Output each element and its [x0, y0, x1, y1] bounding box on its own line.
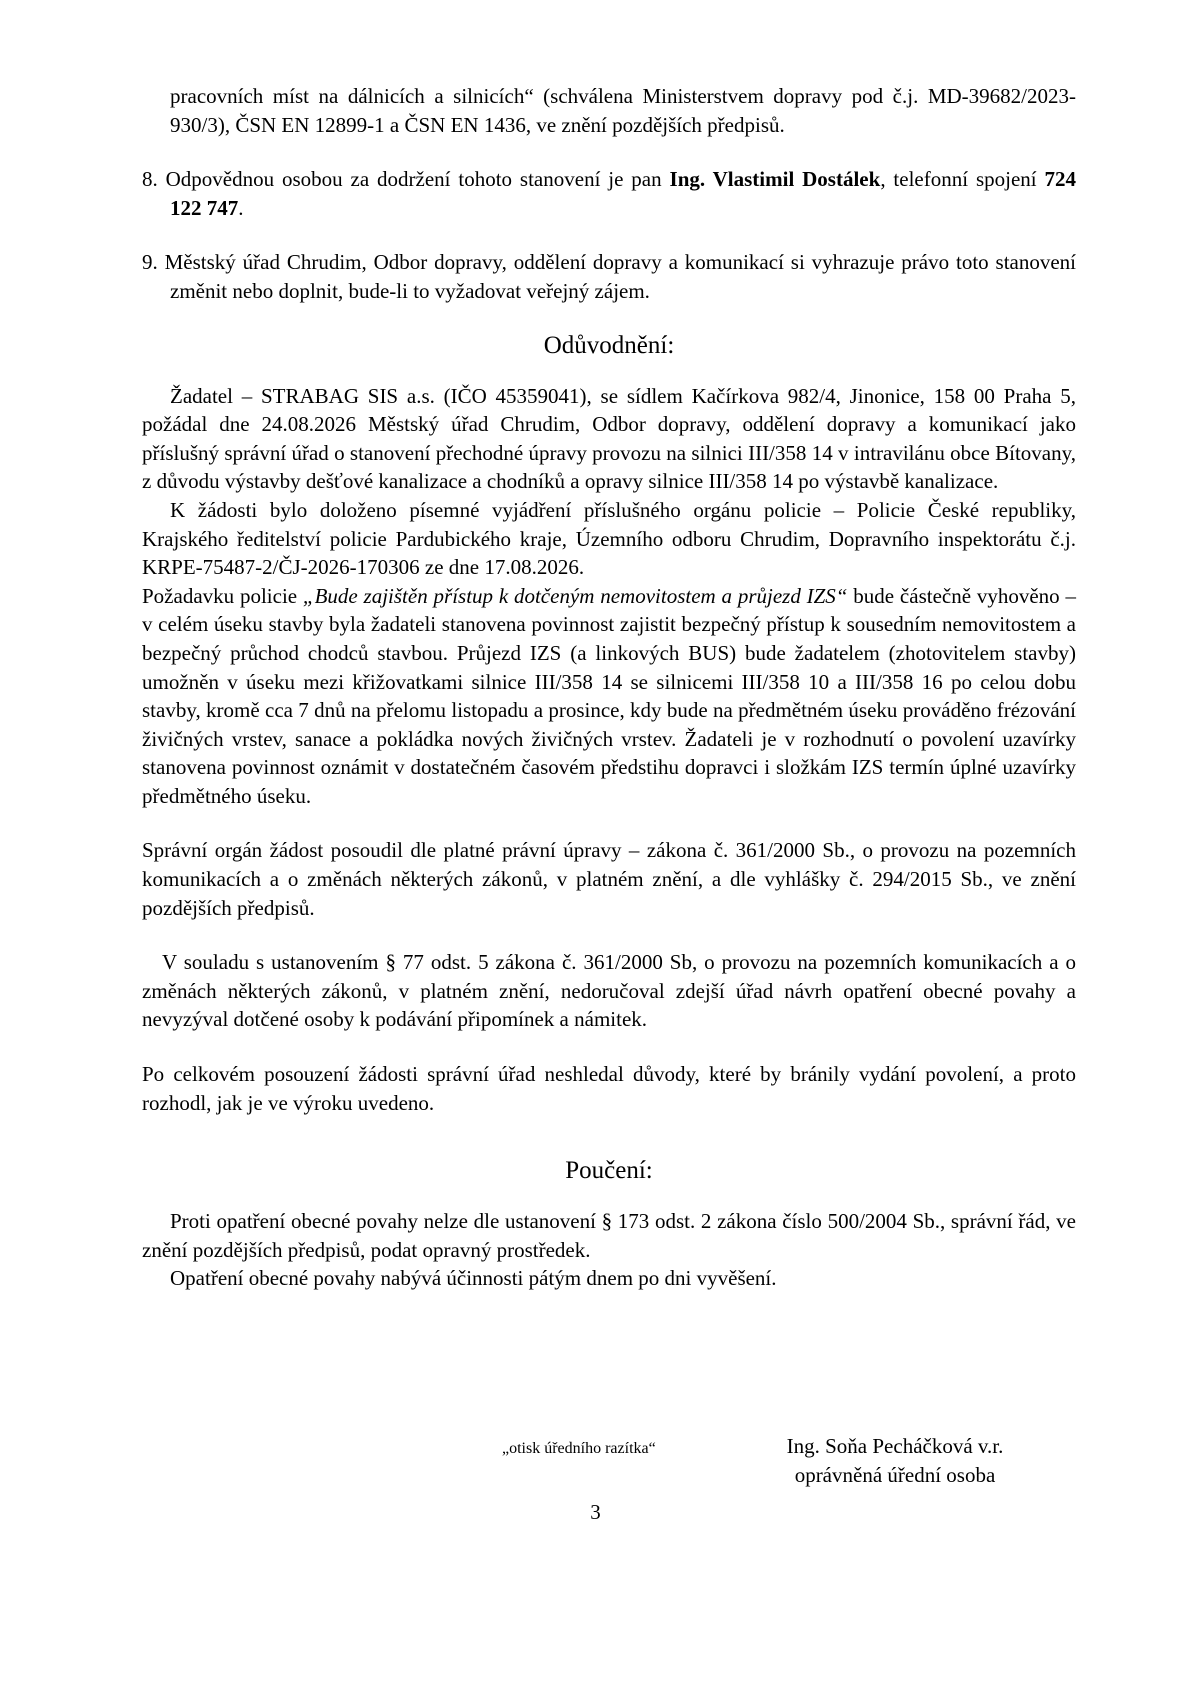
reasoning-paragraph-1: Žadatel – STRABAG SIS a.s. (IČO 45359041), se sídlem Kačírkova 982/4, Jinonice, 158 00 Praha 5, požádal dne 24.08.2026 Městský úřad Chrudim, Odbor dopravy, oddělení dopravy a komunikací jako příslušný správní úřad o stanovení přechodné úpravy provozu na silnici III/358 14 v intravilánu obce Bítovany, z důvodu výstavby dešťové kanalizace a chodníků a opravy silnice III/358 14 po výstavbě kanalizace.: [142, 383, 1076, 494]
instruction-paragraph-2: Opatření obecné povahy nabývá účinnosti pátým dnem po dni vyvěšení.: [170, 1266, 777, 1291]
signatory-role: oprávněná úřední osoba: [794, 1463, 996, 1487]
item-8-text-b: , telefonní spojení: [880, 167, 1037, 192]
reasoning-paragraph-3-start: Požadavku policie: [142, 583, 303, 608]
stamp-placeholder: „otisk úředního razítka“: [502, 1440, 656, 1457]
item-9-number: 9.: [142, 250, 158, 275]
responsible-person: Ing. Vlastimil Dostálek: [669, 167, 881, 192]
instruction-heading: Poučení:: [565, 1157, 653, 1185]
police-requirement-quote: „Bude zajištěn přístup k dotčeným nemovitostem a průjezd IZS“: [302, 583, 848, 608]
reasoning-paragraph-5: V souladu s ustanovením § 77 odst. 5 zákona č. 361/2000 Sb, o provozu na pozemních komunikacích a o změnách některých zákonů, v platném znění, nedoručoval zdejší úřad návrh opatření obecné povahy a nevyzýval dotčené osoby k podávání připomínek a námitek.: [142, 950, 1076, 1032]
reasoning-paragraph-6: Po celkovém posouzení žádosti správní úřad neshledal důvody, které by bránily vydání povolení, a proto rozhodl, jak je ve výroku uvedeno.: [142, 1062, 1076, 1115]
phone-number: 724 122 747: [170, 167, 1076, 220]
reasoning-paragraph-2: K žádosti bylo doloženo písemné vyjádření příslušného orgánu policie – Policie České republiky, Krajského ředitelství policie Pardubického kraje, Územního odboru Chrudim, Dopravního inspektorátu č.j. KRPE-75487-2/ČJ-2026-170306 ze dne 17.08.2026.: [142, 497, 1076, 580]
reasoning-paragraph-3-rest: bude částečně vyhověno – v celém úseku stavby byla žadateli stanovena povinnost zajistit bezpečný přístup k sousedním nemovitostem a bezpečný průchod chodců stavbou. Průjezd IZS (a linkových BUS) bude žadatelem (zhotovitelem stavby) umožněn v úseku mezi křižovatkami silnice III/358 14 se silnicemi III/358 10 a III/358 16 po celou dobu stavby, kromě cca 7 dnů na přelomu listopadu a prosince, kdy bude na předmětném úseku prováděno frézování živičných vrstev, sanace a pokládka nových živičných vrstev. Žadateli je v rozhodnutí o povolení uzavírky stanovena povinnost oznámit v dostatečném časovém předstihu dopravci i složkám IZS termín úplné uzavírky předmětného úseku.: [142, 583, 1076, 808]
reasoning-paragraph-3: [142, 582, 1076, 811]
item-8-number: 8.: [142, 167, 158, 192]
reasoning-heading: Odůvodnění:: [543, 331, 675, 359]
document-page: [142, 82, 1076, 1293]
signature-block: [760, 1432, 1030, 1490]
continuation-paragraph: pracovních míst na dálnicích a silnicích“ (schválena Ministerstvem dopravy pod č.j. MD-39682/2023-930/3), ČSN EN 12899-1 a ČSN EN 1436, ve znění pozdějších předpisů.: [170, 84, 1076, 137]
item-9-text: Městský úřad Chrudim, Odbor dopravy, oddělení dopravy a komunikací si vyhrazuje právo toto stanovení změnit nebo doplnit, bude-li to vyžadovat veřejný zájem.: [164, 250, 1077, 303]
item-8-text-c: .: [238, 195, 244, 220]
signatory-name: Ing. Soňa Pecháčková v.r.: [786, 1434, 1004, 1458]
item-8-text: Odpovědnou osobou za dodržení tohoto stanovení je pan: [165, 167, 662, 192]
instruction-paragraph-1: Proti opatření obecné povahy nelze dle ustanovení § 173 odst. 2 zákona číslo 500/2004 Sb., správní řád, ve znění pozdějších předpisů, podat opravný prostředek.: [142, 1209, 1076, 1262]
reasoning-paragraph-4: Správní orgán žádost posoudil dle platné právní úpravy – zákona č. 361/2000 Sb., o provozu na pozemních komunikacích a o změnách některých zákonů, v platném znění, a dle vyhlášky č. 294/2015 Sb., ve znění pozdějších předpisů.: [142, 838, 1076, 920]
item-9: [142, 248, 1076, 305]
item-8: [142, 165, 1076, 222]
page-number: 3: [590, 1500, 601, 1524]
